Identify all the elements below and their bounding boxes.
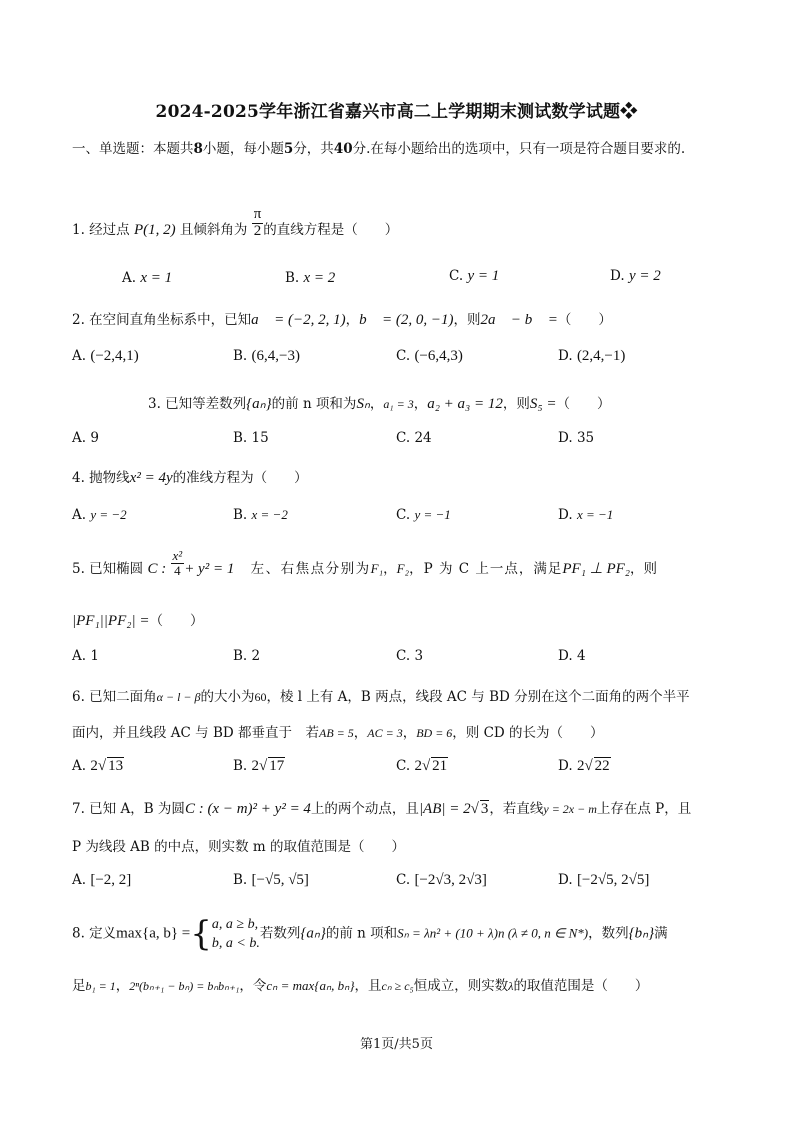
question-6-stem: 6. 已知二面角α − l − β的大小为60，棱 l 上有 A，B 两点，线段 AC 与 BD 分别在这个二面角的两个半平 — [72, 689, 690, 705]
q7-option-b: B. [−√5, √5] — [233, 872, 309, 888]
q2-option-b: B. (6,4,−3) — [233, 348, 300, 364]
question-7-stem: 7. 已知 A，B 为圆C : (x − m)² + y² = 4上的两个动点，且|AB| = 2√ 3，若直线y = 2x − m上存在点 P，且 — [72, 801, 692, 817]
section-heading: 一、单选题：本题共8小题，每小题5分，共40分.在每小题给出的选项中，只有一项是符合题目要求的. — [72, 141, 686, 157]
q2-option-d: D. (2,4,−1) — [558, 348, 626, 364]
q5-option-d: D. 4 — [558, 648, 586, 664]
q4-option-c: C. y = −1 — [396, 507, 451, 523]
q5-option-c: C. 3 — [396, 648, 424, 664]
q4-option-a: A. y = −2 — [72, 507, 127, 523]
q7-option-d: D. [−2√5, 2√5] — [558, 872, 650, 888]
question-6-line2: 面内，并且线段 AC 与 BD 都垂直于 若AB = 5，AC = 3，BD = 6，则 CD 的长为（ ） — [72, 725, 604, 741]
q1-option-d: D. y = 2 — [610, 268, 661, 284]
q6-option-a: A. 2√ 13 — [72, 758, 124, 774]
q5-option-a: A. 1 — [72, 648, 99, 664]
q7-option-a: A. [−2, 2] — [72, 872, 132, 888]
q4-option-b: B. x = −2 — [233, 507, 288, 523]
q3-option-b: B. 15 — [233, 430, 269, 446]
exam-title: 2024-2025学年浙江省嘉兴市高二上学期期末测试数学试题❖ — [155, 102, 638, 122]
page-footer: 第1页/共5页 — [360, 1037, 433, 1052]
q7-option-c: C. [−2√3, 2√3] — [396, 872, 487, 888]
question-5-stem: 5. 已知椭圆 C : $\frac{\text{x²}}{4}$ + y² = 1 左、右焦点分别为F₁，F₂，P 为 C 上一点，满足PF₁ ⊥ PF₂，则 — [72, 548, 658, 578]
q1-option-c: C. y = 1 — [449, 268, 500, 284]
q1-option-b: B. x = 2 — [285, 270, 336, 286]
question-2-stem: 2. 在空间直角坐标系中，已知a⃗ = (−2, 2, 1)，b⃗ = (2, 0, −1)，则2a⃗ − b⃗ =（ ） — [72, 312, 612, 328]
question-5-line2: |PF₁||PF₂| =（ ） — [72, 613, 204, 629]
piecewise-cases: a, a ≥ b, b, a < b. — [211, 917, 260, 951]
ellipse-fraction: $\frac{\text{x²}}{4}$ — [172, 548, 183, 578]
question-4-stem: 4. 抛物线x² = 4y的准线方程为（ ） — [72, 470, 308, 486]
question-1-stem: 1. 经过点 P(1, 2) 且倾斜角为 $\frac{\pi}{2}$ 的直线方程是（ ） — [72, 206, 399, 239]
q4-option-d: D. x = −1 — [558, 507, 614, 523]
q1-option-a: A. x = 1 — [122, 270, 173, 286]
q2-option-a: A. (−2,4,1) — [72, 348, 139, 364]
question-3-stem: 3. 已知等差数列{aₙ}的前 n 项和为Sₙ，a₁ = 3，a₂ + a₃ = 12，则S₅ =（ ） — [148, 396, 611, 412]
q5-option-b: B. 2 — [233, 648, 261, 664]
left-brace-icon: { — [190, 914, 212, 954]
point-p: P(1, 2) — [133, 222, 176, 238]
q6-option-d: D. 2√ 22 — [558, 758, 610, 774]
question-7-line2: P 为线段 AB 的中点，则实数 m 的取值范围是（ ） — [72, 839, 406, 855]
q2-option-c: C. (−6,4,3) — [396, 348, 463, 364]
q6-option-b: B. 2√ 17 — [233, 758, 285, 774]
angle-fraction: $\frac{\pi}{2}$ — [253, 206, 262, 239]
question-8-stem: 8. 定义max{a, b} ={ a, a ≥ b, b, a < b. 若数列{aₙ}的前 n 项和Sₙ = λn² + (10 + λ)n (λ ≠ 0, n ∈ N*)，数列{bₙ}满 — [72, 914, 668, 954]
question-8-line2: 足b₁ = 1，2ⁿ(bₙ₊₁ − bₙ) = bₙbₙ₊₁，令cₙ = max{aₙ, bₙ}，且cₙ ≥ c₅恒成立，则实数λ的取值范围是（ ） — [72, 978, 649, 994]
q3-option-d: D. 35 — [558, 430, 595, 446]
q3-option-a: A. 9 — [72, 430, 99, 446]
q3-option-c: C. 24 — [396, 430, 432, 446]
q6-option-c: C. 2√ 21 — [396, 758, 448, 774]
